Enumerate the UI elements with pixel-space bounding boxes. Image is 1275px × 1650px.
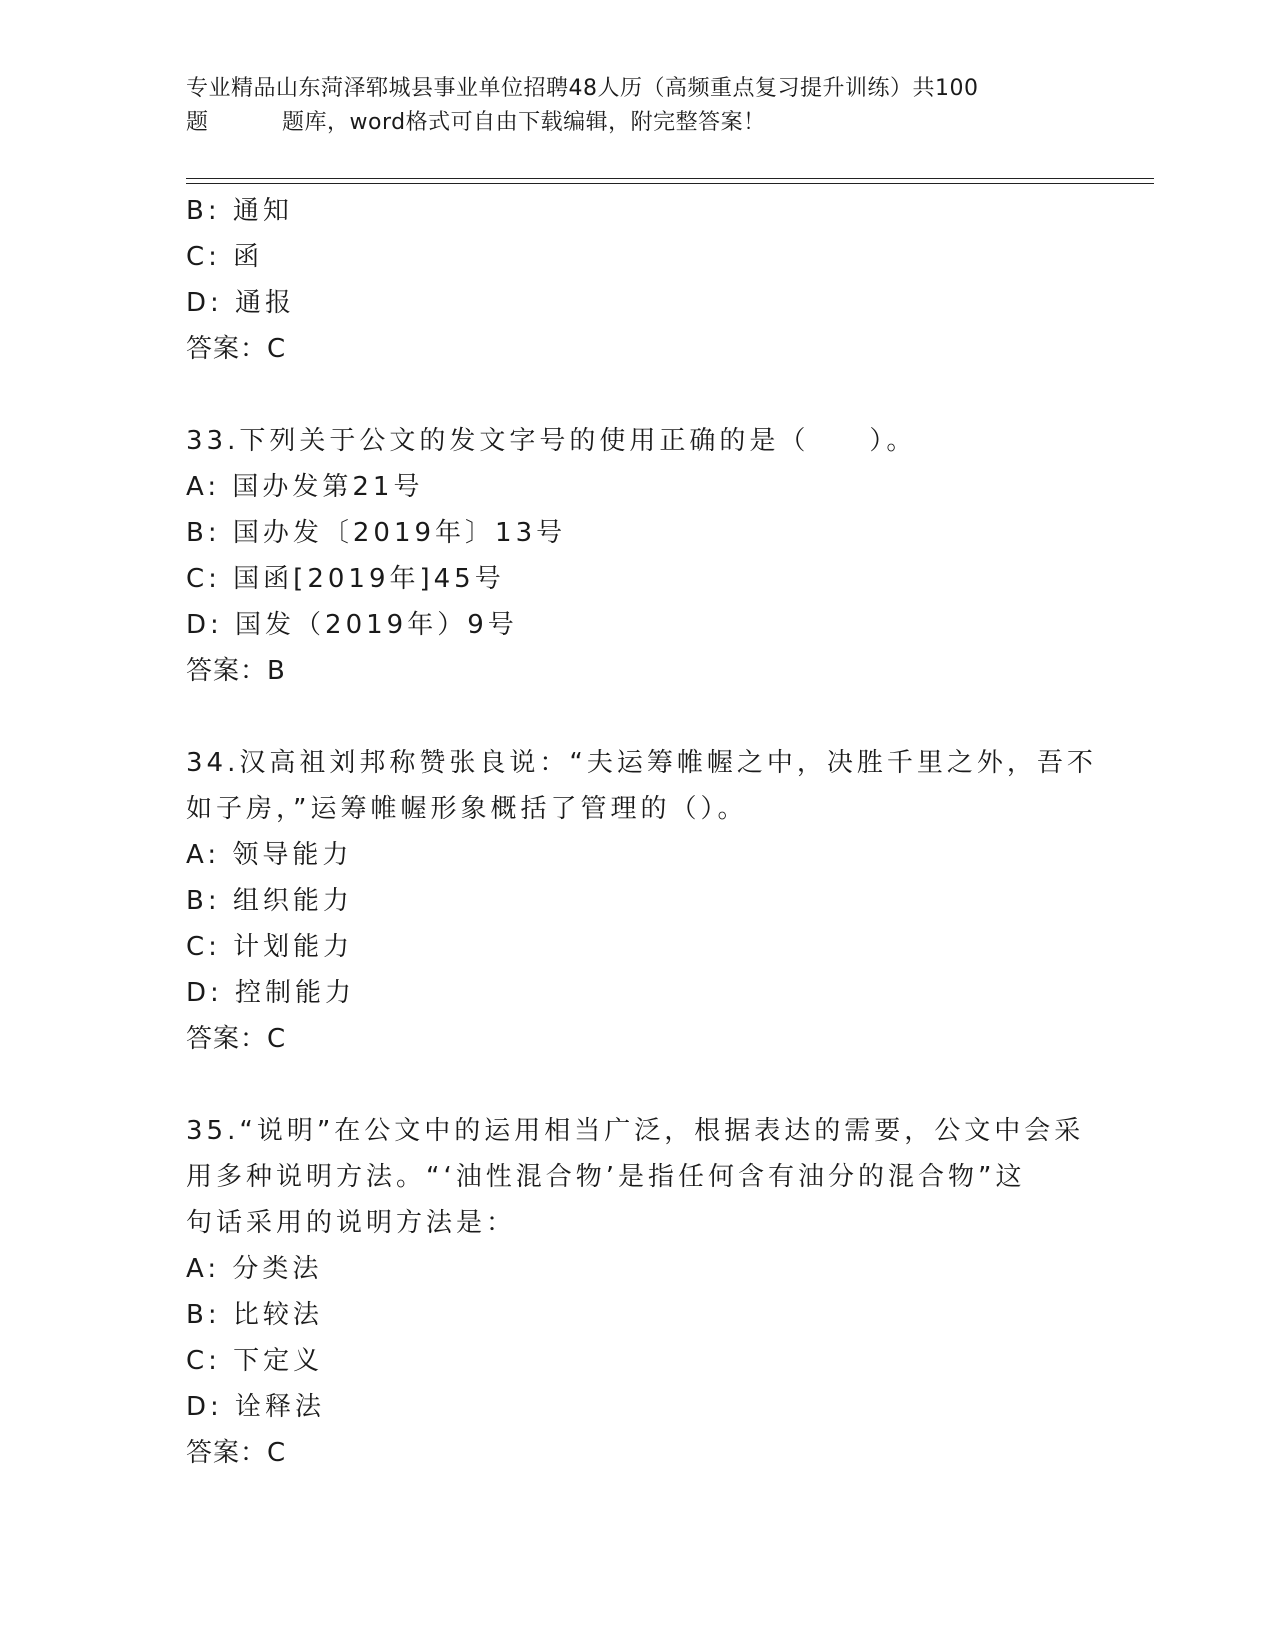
answer-line: 答案：C: [186, 1024, 287, 1054]
option-a: A: 分类法: [186, 1254, 323, 1284]
option-d: D: 国发（2019年）9号: [186, 610, 518, 640]
question-33: [186, 418, 1086, 694]
header-title-line2: [186, 106, 1086, 140]
header-title-line2-start: 题: [186, 110, 209, 135]
answer-line: 答案：B: [186, 656, 286, 686]
option-b: B: 组织能力: [186, 886, 353, 916]
header-title-line2-end: 题库，word格式可自由下载编辑，附完整答案！: [282, 110, 766, 135]
header-divider-top: [186, 178, 1154, 179]
option-d: D: 诠释法: [186, 1392, 326, 1422]
option-c: C: 下定义: [186, 1346, 324, 1376]
answer-line: 答案：C: [186, 1438, 287, 1468]
question-35: [186, 1108, 1086, 1476]
question-text-line-1: 35.“说明”在公文中的运用相当广泛，根据表达的需要，公文中会采: [186, 1116, 1085, 1146]
option-a: A: 领导能力: [186, 840, 353, 870]
page-header: [186, 72, 1086, 140]
spacer: [186, 1062, 1086, 1108]
question-list: [186, 188, 1097, 1476]
header-divider-bottom: [186, 183, 1154, 184]
option-c: C: 国函[2019年]45号: [186, 564, 505, 594]
option-b: B: 通知: [186, 196, 293, 226]
option-b: B: 比较法: [186, 1300, 323, 1330]
question-text-line-1: 34.汉高祖刘邦称赞张良说：“夫运筹帷幄之中，决胜千里之外，吾不: [186, 748, 1097, 778]
option-d: D: 通报: [186, 288, 296, 318]
option-a: A: 国办发第21号: [186, 472, 424, 502]
question-text-line-2: 如子房，”运筹帷幄形象概括了管理的（）。: [186, 794, 748, 824]
question-text-line-3: 句话采用的说明方法是：: [186, 1208, 517, 1238]
question-text: 33.下列关于公文的发文字号的使用正确的是（ ）。: [186, 426, 917, 456]
answer-line: 答案：C: [186, 334, 287, 364]
question-text-line-2: 用多种说明方法。“‘油性混合物’是指任何含有油分的混合物”这: [186, 1162, 1026, 1192]
option-b: B: 国办发〔2019年〕13号: [186, 518, 567, 548]
question-32-tail: [186, 188, 1086, 372]
option-c: C: 函: [186, 242, 264, 272]
spacer: [186, 694, 1086, 740]
option-c: C: 计划能力: [186, 932, 354, 962]
option-d: D: 控制能力: [186, 978, 356, 1008]
header-title-line1: 专业精品山东菏泽郓城县事业单位招聘48人历（高频重点复习提升训练）共100: [186, 76, 979, 101]
question-34: [186, 740, 1097, 1062]
spacer: [186, 372, 1086, 418]
